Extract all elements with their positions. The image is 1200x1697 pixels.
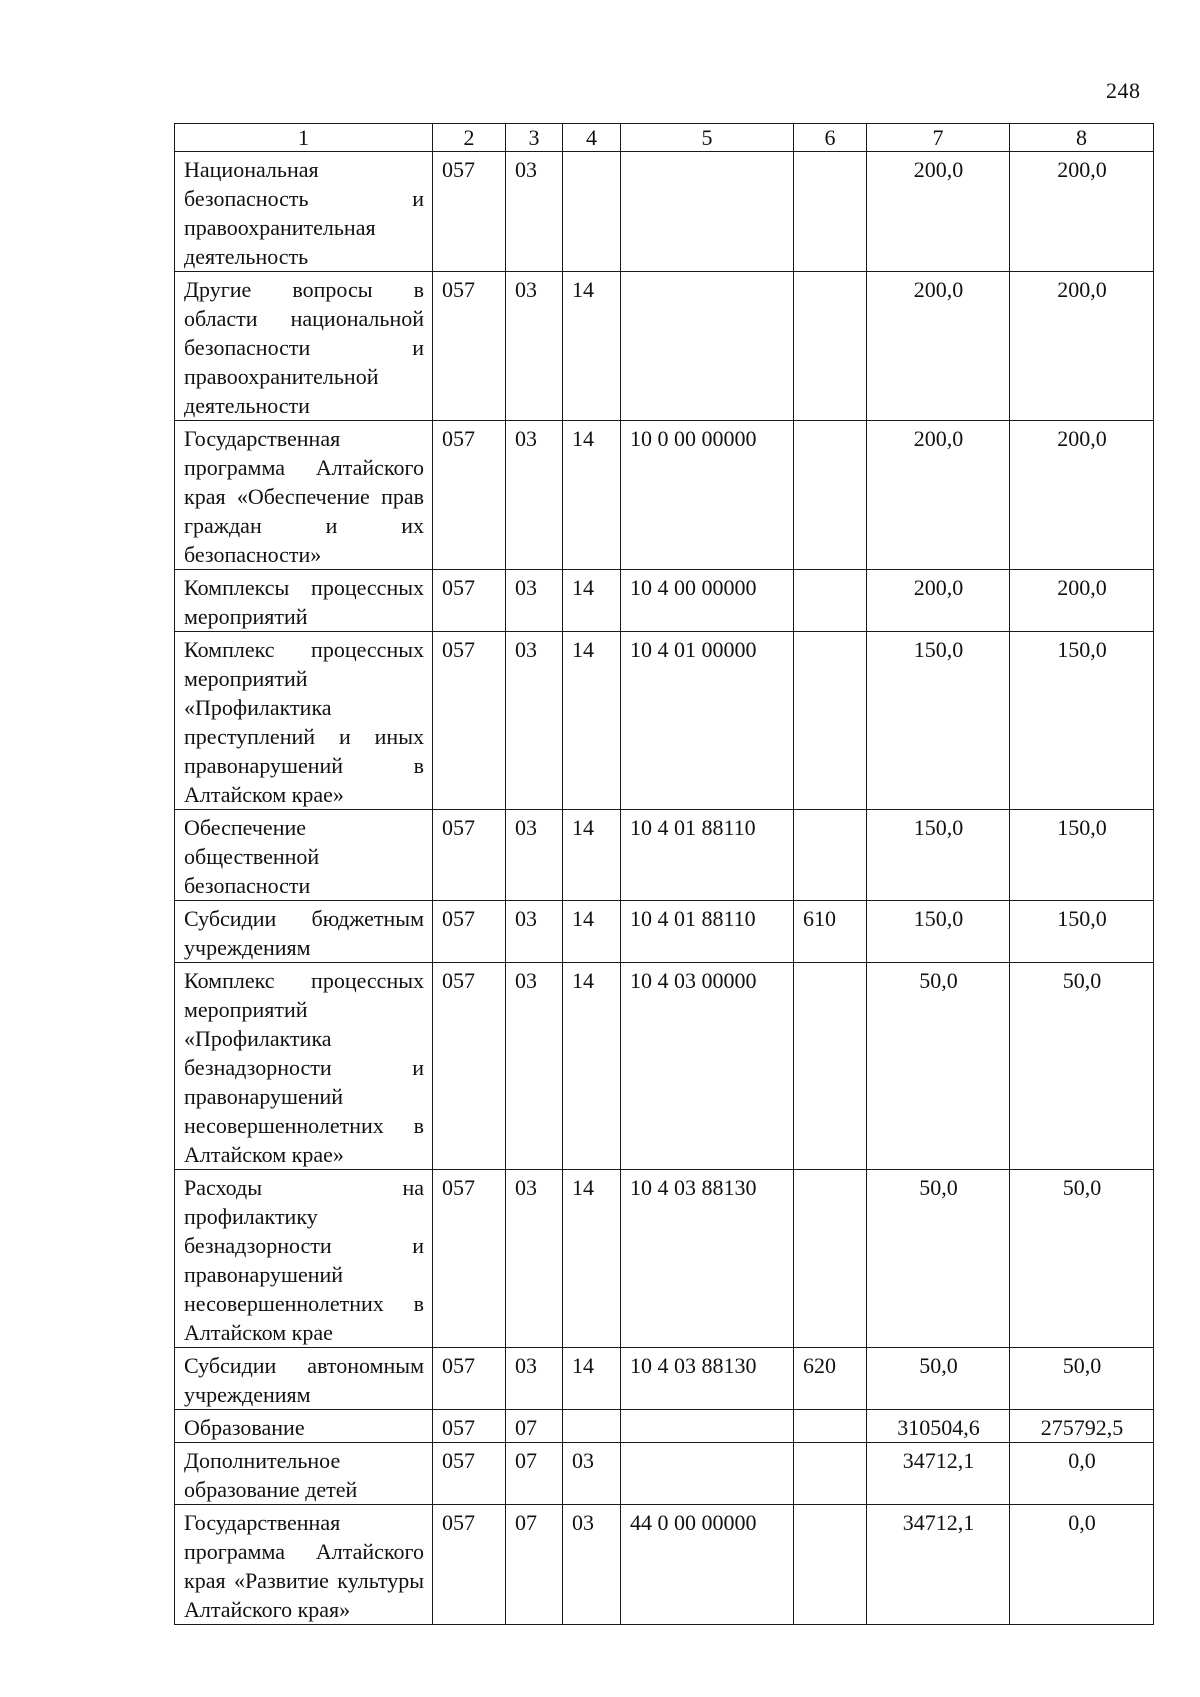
row-name: Комплексы процессных мероприятий xyxy=(175,570,433,632)
row-sum-2: 50,0 xyxy=(1010,1348,1154,1410)
row-ved: 057 xyxy=(433,1410,506,1443)
row-ved: 057 xyxy=(433,570,506,632)
row-vr xyxy=(794,152,867,272)
row-ved: 057 xyxy=(433,1505,506,1625)
row-name: Комплекс процессных мероприятий «Профилактика безнадзорности и правонарушений несовершеннолетних в Алтайском крае» xyxy=(175,963,433,1170)
row-name: Образование xyxy=(175,1410,433,1443)
row-sum-1: 200,0 xyxy=(867,272,1010,421)
row-rz: 03 xyxy=(506,1170,563,1348)
header-cell-8: 8 xyxy=(1010,124,1154,152)
row-csr xyxy=(621,272,794,421)
row-rz: 03 xyxy=(506,272,563,421)
row-pr: 14 xyxy=(563,632,621,810)
row-rz: 07 xyxy=(506,1410,563,1443)
row-sum-2: 275792,5 xyxy=(1010,1410,1154,1443)
header-row xyxy=(175,124,1154,152)
row-rz: 03 xyxy=(506,152,563,272)
row-pr: 03 xyxy=(563,1505,621,1625)
row-ved: 057 xyxy=(433,272,506,421)
row-rz: 03 xyxy=(506,570,563,632)
row-sum-1: 50,0 xyxy=(867,963,1010,1170)
table-row xyxy=(175,570,1154,632)
row-ved: 057 xyxy=(433,632,506,810)
row-rz: 03 xyxy=(506,632,563,810)
row-sum-2: 150,0 xyxy=(1010,901,1154,963)
row-ved: 057 xyxy=(433,901,506,963)
table-row xyxy=(175,1410,1154,1443)
row-ved: 057 xyxy=(433,1170,506,1348)
header-cell-7: 7 xyxy=(867,124,1010,152)
table-row xyxy=(175,1505,1154,1625)
row-csr: 10 4 01 88110 xyxy=(621,901,794,963)
row-sum-1: 50,0 xyxy=(867,1170,1010,1348)
row-rz: 07 xyxy=(506,1443,563,1505)
row-csr xyxy=(621,1410,794,1443)
row-sum-2: 200,0 xyxy=(1010,421,1154,570)
table-row xyxy=(175,152,1154,272)
row-pr: 14 xyxy=(563,810,621,901)
row-name: Национальная безопасность и правоохранительная деятельность xyxy=(175,152,433,272)
row-ved: 057 xyxy=(433,810,506,901)
row-sum-1: 150,0 xyxy=(867,810,1010,901)
row-csr: 44 0 00 00000 xyxy=(621,1505,794,1625)
table-row xyxy=(175,272,1154,421)
row-pr: 14 xyxy=(563,901,621,963)
row-name: Государственная программа Алтайского края «Развитие культуры Алтайского края» xyxy=(175,1505,433,1625)
row-sum-2: 0,0 xyxy=(1010,1505,1154,1625)
row-pr: 14 xyxy=(563,272,621,421)
row-vr xyxy=(794,1410,867,1443)
row-pr: 14 xyxy=(563,421,621,570)
row-vr xyxy=(794,1505,867,1625)
row-name: Дополнительное образование детей xyxy=(175,1443,433,1505)
row-rz: 07 xyxy=(506,1505,563,1625)
row-name: Другие вопросы в области национальной безопасности и правоохранительной деятельности xyxy=(175,272,433,421)
row-rz: 03 xyxy=(506,810,563,901)
table-row xyxy=(175,901,1154,963)
row-sum-1: 200,0 xyxy=(867,421,1010,570)
row-sum-1: 150,0 xyxy=(867,901,1010,963)
row-sum-1: 50,0 xyxy=(867,1348,1010,1410)
row-sum-1: 310504,6 xyxy=(867,1410,1010,1443)
row-pr: 14 xyxy=(563,963,621,1170)
row-csr: 10 4 00 00000 xyxy=(621,570,794,632)
row-csr: 10 4 01 88110 xyxy=(621,810,794,901)
row-name: Субсидии бюджетным учреждениям xyxy=(175,901,433,963)
row-sum-2: 50,0 xyxy=(1010,963,1154,1170)
table-row xyxy=(175,1348,1154,1410)
row-rz: 03 xyxy=(506,421,563,570)
row-name: Расходы на профилактику безнадзорности и правонарушений несовершеннолетних в Алтайском крае xyxy=(175,1170,433,1348)
row-pr: 14 xyxy=(563,1348,621,1410)
table-row xyxy=(175,421,1154,570)
row-csr: 10 4 01 00000 xyxy=(621,632,794,810)
row-name: Обеспечение общественной безопасности xyxy=(175,810,433,901)
row-pr: 14 xyxy=(563,570,621,632)
row-rz: 03 xyxy=(506,963,563,1170)
header-cell-1: 1 xyxy=(175,124,433,152)
row-ved: 057 xyxy=(433,963,506,1170)
table-row xyxy=(175,632,1154,810)
header-cell-2: 2 xyxy=(433,124,506,152)
row-csr xyxy=(621,152,794,272)
row-sum-1: 200,0 xyxy=(867,570,1010,632)
row-sum-1: 34712,1 xyxy=(867,1443,1010,1505)
row-sum-2: 150,0 xyxy=(1010,632,1154,810)
row-vr xyxy=(794,1170,867,1348)
row-sum-2: 150,0 xyxy=(1010,810,1154,901)
header-cell-5: 5 xyxy=(621,124,794,152)
row-csr: 10 4 03 00000 xyxy=(621,963,794,1170)
table-row xyxy=(175,810,1154,901)
row-sum-1: 34712,1 xyxy=(867,1505,1010,1625)
row-sum-1: 150,0 xyxy=(867,632,1010,810)
row-vr xyxy=(794,272,867,421)
row-csr: 10 0 00 00000 xyxy=(621,421,794,570)
row-vr: 610 xyxy=(794,901,867,963)
row-rz: 03 xyxy=(506,1348,563,1410)
row-ved: 057 xyxy=(433,1443,506,1505)
row-sum-2: 200,0 xyxy=(1010,152,1154,272)
row-ved: 057 xyxy=(433,1348,506,1410)
row-sum-2: 50,0 xyxy=(1010,1170,1154,1348)
row-vr xyxy=(794,421,867,570)
row-csr: 10 4 03 88130 xyxy=(621,1348,794,1410)
row-name: Комплекс процессных мероприятий «Профилактика преступлений и иных правонарушений в Алтайском крае» xyxy=(175,632,433,810)
row-vr xyxy=(794,810,867,901)
row-vr: 620 xyxy=(794,1348,867,1410)
row-sum-2: 200,0 xyxy=(1010,570,1154,632)
row-sum-2: 200,0 xyxy=(1010,272,1154,421)
row-sum-1: 200,0 xyxy=(867,152,1010,272)
row-pr: 14 xyxy=(563,1170,621,1348)
row-sum-2: 0,0 xyxy=(1010,1443,1154,1505)
row-pr: 03 xyxy=(563,1443,621,1505)
table-row xyxy=(175,1170,1154,1348)
row-pr xyxy=(563,152,621,272)
row-rz: 03 xyxy=(506,901,563,963)
header-cell-6: 6 xyxy=(794,124,867,152)
header-cell-4: 4 xyxy=(563,124,621,152)
row-ved: 057 xyxy=(433,152,506,272)
row-csr xyxy=(621,1443,794,1505)
row-csr: 10 4 03 88130 xyxy=(621,1170,794,1348)
header-cell-3: 3 xyxy=(506,124,563,152)
table-body xyxy=(175,152,1154,1625)
page-number: 248 xyxy=(1106,78,1141,103)
budget-table xyxy=(174,123,1154,1625)
table-row xyxy=(175,1443,1154,1505)
row-ved: 057 xyxy=(433,421,506,570)
row-vr xyxy=(794,1443,867,1505)
row-vr xyxy=(794,632,867,810)
row-pr xyxy=(563,1410,621,1443)
row-vr xyxy=(794,963,867,1170)
row-vr xyxy=(794,570,867,632)
row-name: Субсидии автономным учреждениям xyxy=(175,1348,433,1410)
table-row xyxy=(175,963,1154,1170)
row-name: Государственная программа Алтайского края «Обеспечение прав граждан и их безопасности» xyxy=(175,421,433,570)
